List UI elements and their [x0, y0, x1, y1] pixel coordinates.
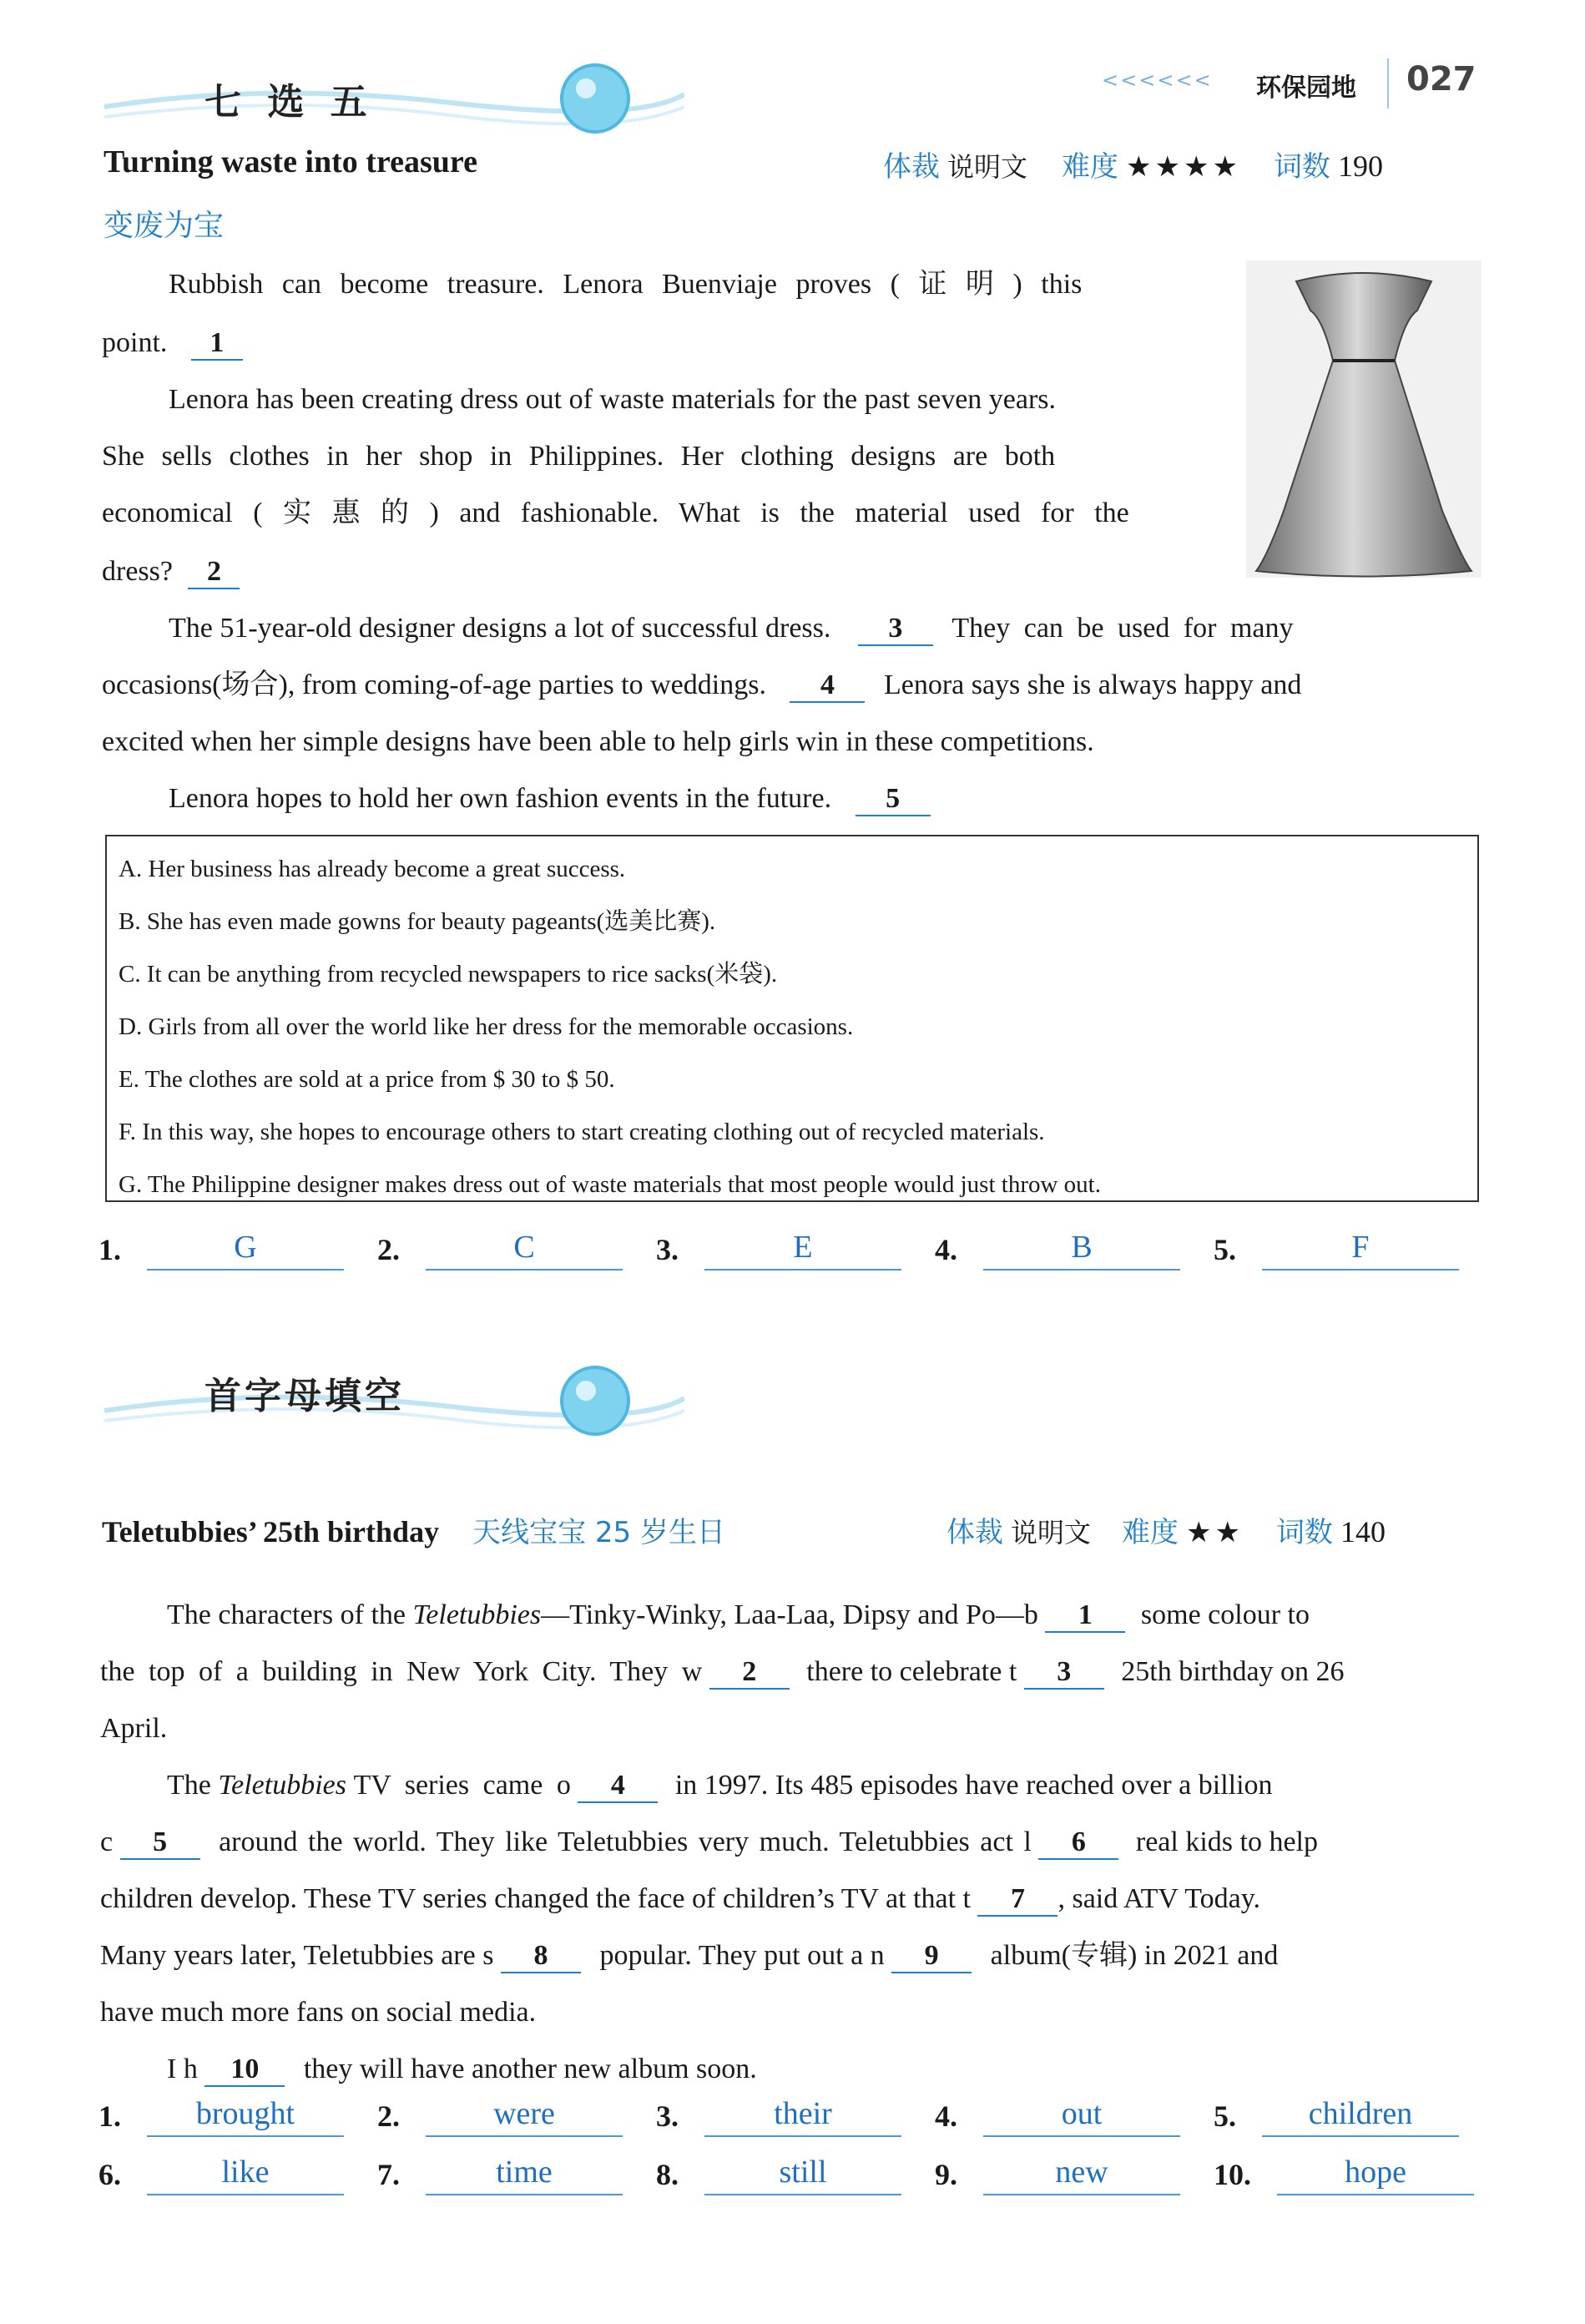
option-f: F. In this way, she hopes to encourage others to start creating clothing out of recycled materials. — [119, 1119, 1045, 1145]
section1-banner — [100, 57, 684, 149]
s1-text: economical ( 实 惠 的 ) and fashionable. What is the material used for the — [102, 498, 1129, 528]
difficulty-label: 难度 — [1122, 1516, 1179, 1549]
s1-line-2 — [102, 314, 1479, 371]
answer-number: 1. — [98, 2099, 121, 2133]
s1-line-9 — [102, 713, 1479, 770]
section2-title: Teletubbies’ 25th birthday — [102, 1515, 440, 1548]
s2-text-italic: Teletubbies — [218, 1770, 346, 1801]
blank-s2-9[interactable]: 9 — [891, 1940, 972, 1973]
s2-line-1 — [100, 1586, 1477, 1644]
answer-number: 5. — [1214, 2099, 1236, 2133]
option-b: B. She has even made gowns for beauty pageants(选美比赛). — [119, 908, 716, 935]
blank-s2-2[interactable]: 2 — [709, 1656, 790, 1690]
s1-line-3 — [102, 371, 1220, 428]
s2-text: have much more fans on social media. — [100, 1997, 537, 2028]
s1-text: She sells clothes in her shop in Philippines. Her clothing designs are both — [102, 441, 1056, 472]
blank-s2-1[interactable]: 1 — [1045, 1599, 1125, 1633]
s2-text: 25th birthday on 26 — [1121, 1656, 1345, 1687]
answer-number: 9. — [935, 2158, 957, 2191]
s2-text: c — [100, 1826, 114, 1857]
s2-text: the top of a building in New York City. They w — [100, 1656, 703, 1687]
genre-value: 说明文 — [1011, 1517, 1092, 1548]
section1-subtitle: 变废为宝 — [103, 209, 225, 243]
wordcount-label: 词数 — [1275, 1516, 1333, 1549]
s2-line-8 — [100, 1983, 1477, 2041]
answer-number: 3. — [656, 2099, 679, 2133]
s2-line-7 — [100, 1927, 1477, 1984]
page-number: 027 — [1406, 60, 1476, 99]
genre-label: 体裁 — [946, 1516, 1003, 1549]
option-g: G. The Philippine designer makes dress out of waste materials that most people would just throw out. — [119, 1171, 1101, 1198]
s1-text: Lenora says she is always happy and — [883, 669, 1302, 700]
answer-field-5[interactable]: F — [1262, 1227, 1459, 1271]
blank-s2-10[interactable]: 10 — [204, 2054, 285, 2087]
s1-text: excited when her simple designs have been able to help girls win in these competitions. — [102, 726, 1094, 757]
blank-s2-7[interactable]: 7 — [977, 1883, 1058, 1917]
s2-text: I h — [167, 2054, 198, 2084]
s2-text: there to celebrate t — [806, 1656, 1017, 1687]
s2-text: children develop. These TV series changed the face of children’s TV at that t — [100, 1883, 971, 1914]
s1-text: occasions(场合), from coming-of-age parties to weddings. — [102, 669, 766, 700]
s2-text: around the world. They like Teletubbies very much. Teletubbies act l — [219, 1826, 1032, 1857]
section1-bubble — [562, 65, 628, 132]
blank-s2-5[interactable]: 5 — [120, 1826, 200, 1860]
s1-line-5 — [102, 484, 1220, 542]
answer-number: 8. — [656, 2158, 679, 2191]
answer-number: 4. — [935, 2099, 957, 2133]
answer-field-s2-4[interactable]: out — [983, 2094, 1180, 2137]
s1-line-6 — [102, 543, 1479, 600]
answer-number: 2. — [377, 1233, 400, 1266]
answer-field-s2-5[interactable]: children — [1262, 2094, 1459, 2137]
answer-field-1[interactable]: G — [147, 1227, 344, 1271]
s2-text: April. — [100, 1713, 168, 1744]
s1-line-10 — [102, 770, 1479, 827]
answer-number: 4. — [935, 1233, 957, 1266]
answer-field-s2-8[interactable]: still — [704, 2152, 901, 2195]
answer-field-2[interactable]: C — [426, 1227, 623, 1271]
s2-text: popular. They put out a n — [599, 1940, 885, 1971]
s1-text: Lenora hopes to hold her own fashion events in the future. — [169, 783, 832, 814]
option-a: A. Her business has already become a great success. — [119, 856, 626, 882]
blank-2[interactable]: 2 — [188, 556, 240, 589]
s1-text: Lenora has been creating dress out of waste materials for the past seven years. — [169, 384, 1057, 415]
blank-4[interactable]: 4 — [790, 669, 865, 703]
s1-text: point. — [102, 327, 168, 358]
s2-line-4 — [100, 1756, 1477, 1814]
answer-field-4[interactable]: B — [983, 1227, 1180, 1271]
difficulty-label: 难度 — [1062, 150, 1119, 184]
answer-number: 3. — [656, 1233, 679, 1266]
s1-line-4 — [102, 427, 1220, 485]
s2-text-italic: Teletubbies — [412, 1599, 542, 1630]
answer-number: 10. — [1214, 2158, 1251, 2191]
s2-text: real kids to help — [1135, 1826, 1318, 1857]
option-e: E. The clothes are sold at a price from $ 30 to $ 50. — [119, 1066, 615, 1093]
s2-text: , said ATV Today. — [1058, 1883, 1261, 1914]
page-header — [1085, 58, 1486, 109]
option-d: D. Girls from all over the world like her dress for the memorable occasions. — [119, 1013, 854, 1040]
wordcount-label: 词数 — [1273, 150, 1330, 184]
wordcount-value: 140 — [1340, 1515, 1386, 1548]
blank-s2-8[interactable]: 8 — [501, 1940, 581, 1973]
s2-text: The characters of the — [167, 1599, 406, 1630]
blank-s2-6[interactable]: 6 — [1038, 1826, 1118, 1860]
s1-text: dress? — [102, 556, 173, 587]
wordcount-value: 190 — [1337, 149, 1383, 183]
answer-field-s2-2[interactable]: were — [426, 2094, 623, 2137]
genre-label: 体裁 — [883, 150, 940, 184]
answer-field-s2-6[interactable]: like — [147, 2152, 344, 2195]
section2-heading: 首字母填空 — [204, 1375, 405, 1417]
answer-number: 5. — [1214, 1233, 1236, 1266]
s1-line-7 — [102, 599, 1479, 657]
s2-line-3 — [100, 1700, 1477, 1757]
difficulty-stars: ★★★★ — [1126, 152, 1241, 183]
options-box — [105, 835, 1479, 1202]
s2-text: in 1997. Its 485 episodes have reached over a billion — [674, 1770, 1273, 1801]
s2-text: —Tinky-Winky, Laa-Laa, Dipsy and Po—b — [541, 1599, 1038, 1630]
s2-line-5 — [100, 1813, 1477, 1871]
s2-line-6 — [100, 1870, 1477, 1927]
option-c: C. It can be anything from recycled newspapers to rice sacks(米袋). — [119, 961, 778, 988]
answer-field-3[interactable]: E — [704, 1227, 901, 1271]
s1-text: They can be used for many — [952, 613, 1294, 644]
section1-title: Turning waste into treasure — [103, 144, 477, 179]
s2-text: TV series came o — [353, 1770, 571, 1801]
answer-field-s2-3[interactable]: their — [704, 2094, 901, 2137]
header-divider — [1387, 58, 1389, 109]
answer-field-s2-1[interactable]: brought — [147, 2094, 344, 2137]
section1-meta — [883, 144, 1383, 184]
s1-line-1 — [102, 255, 1237, 313]
blank-5[interactable]: 5 — [856, 783, 931, 816]
section2-title-row — [102, 1509, 725, 1550]
answer-field-s2-10[interactable]: hope — [1277, 2152, 1474, 2195]
section2-bubble — [562, 1367, 628, 1434]
answer-field-s2-9[interactable]: new — [983, 2152, 1180, 2195]
section2-answers-row2 — [98, 2145, 1484, 2195]
blank-1[interactable]: 1 — [191, 327, 243, 361]
blank-3[interactable]: 3 — [858, 613, 933, 646]
s2-text: The — [167, 1770, 211, 1801]
difficulty-stars: ★★ — [1186, 1518, 1244, 1548]
genre-value: 说明文 — [947, 151, 1028, 183]
answer-number: 2. — [377, 2099, 400, 2133]
answer-number: 7. — [377, 2158, 400, 2191]
s2-line-2 — [100, 1643, 1477, 1700]
dress-image — [1246, 260, 1482, 578]
section2-meta — [946, 1509, 1386, 1550]
section1-heading: 七 选 五 — [204, 81, 374, 124]
blank-s2-4[interactable]: 4 — [578, 1770, 658, 1803]
answer-field-s2-7[interactable]: time — [426, 2152, 623, 2195]
s1-text: Rubbish can become treasure. Lenora Buenviaje proves ( 证 明 ) this — [169, 269, 1083, 300]
s1-line-8 — [102, 656, 1479, 714]
section2-answers-row1 — [98, 2087, 1484, 2137]
header-arrows: <<<<<< — [1102, 68, 1213, 92]
section1-answers — [98, 1220, 1484, 1271]
s2-text: Many years later, Teletubbies are s — [100, 1940, 494, 1971]
blank-s2-3[interactable]: 3 — [1024, 1656, 1104, 1690]
s2-text: some colour to — [1140, 1599, 1310, 1630]
section2-subtitle: 天线宝宝 25 岁生日 — [472, 1516, 725, 1549]
answer-number: 6. — [98, 2158, 121, 2191]
answer-number: 1. — [98, 1233, 121, 1266]
s2-text: they will have another new album soon. — [303, 2054, 757, 2084]
s2-text: album(专辑) in 2021 and — [990, 1940, 1279, 1971]
s1-text: The 51-year-old designer designs a lot of successful dress. — [169, 613, 831, 644]
header-section-name: 环保园地 — [1256, 73, 1356, 103]
